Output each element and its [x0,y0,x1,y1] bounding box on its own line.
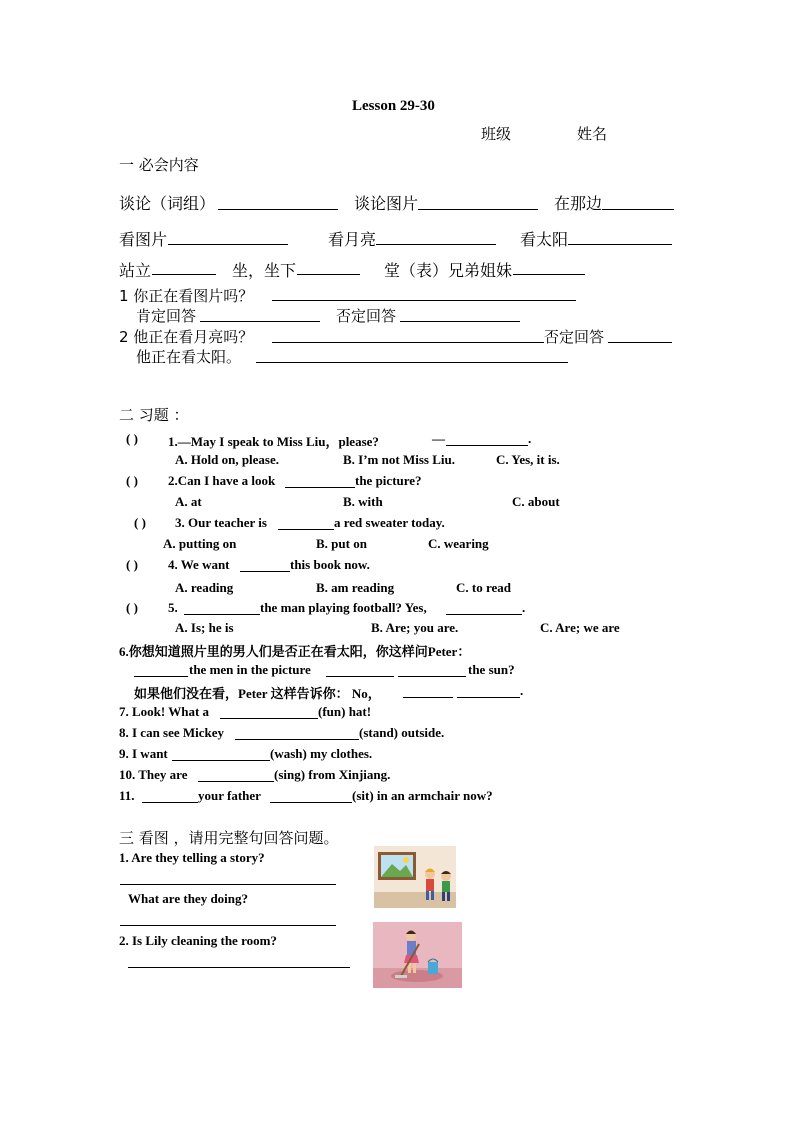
question-6-end: . [520,683,524,698]
answer-paren[interactable]: ( ) [134,515,146,530]
answer-line[interactable] [240,571,290,572]
section1-heading: 一 必会内容 [119,156,199,174]
answer-line[interactable] [272,342,544,343]
answer-line[interactable] [403,697,453,698]
answer-line[interactable] [272,300,576,301]
question-7-a: 7. Look! What a [119,704,210,719]
section1-q2: 2 他正在看月亮吗？ [119,328,254,346]
question-7-b: (fun) hat! [318,704,372,719]
answer-line[interactable] [297,274,360,275]
option-a[interactable]: A. at [175,494,202,509]
question-5-b: the man playing football? Yes, [260,600,427,615]
question-10-b: (sing) from Xinjiang. [274,767,391,782]
class-label: 班级 [481,125,512,143]
answer-line[interactable] [285,487,355,488]
answer-line[interactable] [172,760,270,761]
answer-line[interactable] [602,209,674,210]
answer-paren[interactable]: ( ) [126,431,138,446]
option-c[interactable]: C. Are; we are [540,620,620,635]
answer-line[interactable] [513,274,585,275]
question-2-a: 2.Can I have a look [168,473,276,488]
answer-line[interactable] [128,967,350,968]
question-1-end: . [528,431,532,446]
vocab-stand: 站立 [119,261,152,280]
question-5-a: 5. [168,600,178,615]
vocab-sit: 坐，坐下 [232,261,297,280]
question-1-dash: — [432,431,445,446]
name-label: 姓名 [577,125,608,143]
section1-q1-negative: 否定回答 [336,307,397,325]
option-b[interactable]: B. put on [316,536,367,551]
answer-line[interactable] [198,781,274,782]
section1-q1: 1 你正在看图片吗？ [119,287,254,305]
question-5-c: . [522,600,526,615]
question-6-prompt: 6.你想知道照片里的男人们是否正在看太阳，你这样问Peter： [119,644,471,659]
page-title: Lesson 29-30 [352,98,435,114]
answer-line[interactable] [398,676,466,677]
vocab-cousin: 堂（表）兄弟姐妹 [384,261,513,280]
answer-line[interactable] [120,884,336,885]
answer-line[interactable] [134,676,188,677]
question-8-b: (stand) outside. [359,725,445,740]
section3-q2: 2. Is Lily cleaning the room? [119,933,277,948]
question-6-answer-prompt: 如果他们没在看，Peter 这样告诉你： No， [134,686,381,701]
vocab-look-picture: 看图片 [119,230,168,249]
picture-kids-looking-at-painting [374,846,456,908]
vocab-over-there: 在那边 [554,194,603,213]
answer-line[interactable] [400,321,520,322]
question-10-a: 10. They are [119,767,188,782]
answer-line[interactable] [457,697,520,698]
vocab-look-moon: 看月亮 [328,230,377,249]
answer-line[interactable] [218,209,338,210]
answer-line[interactable] [376,244,496,245]
option-b[interactable]: B. I’m not Miss Liu. [343,452,455,467]
question-9-a: 9. I want [119,746,168,761]
section1-q3: 他正在看太阳。 [136,348,242,366]
answer-paren[interactable]: ( ) [126,600,138,615]
question-1: 1.—May I speak to Miss Liu，please? [168,434,379,449]
answer-line[interactable] [446,614,522,615]
question-11-c: (sit) in an armchair now? [352,788,493,803]
vocab-talk-about: 谈论（词组） [119,194,216,213]
option-b[interactable]: B. Are; you are. [371,620,459,635]
question-4-b: this book now. [290,557,370,572]
answer-line[interactable] [168,244,288,245]
answer-line[interactable] [256,362,568,363]
answer-line[interactable] [220,718,318,719]
section3-q1: 1. Are they telling a story? [119,850,265,865]
answer-line[interactable] [235,739,359,740]
option-a[interactable]: A. Is; he is [175,620,234,635]
option-b[interactable]: B. am reading [316,580,395,595]
section3-heading: 三 看图 ，请用完整句回答问题。 [119,829,339,847]
option-c[interactable]: C. Yes, it is. [496,452,560,467]
answer-line[interactable] [418,209,538,210]
section2-heading: 二 习题 ： [119,406,189,424]
question-6-text-b: the sun? [468,662,515,677]
option-a[interactable]: A. putting on [163,536,237,551]
answer-line[interactable] [326,676,394,677]
answer-paren[interactable]: ( ) [126,557,138,572]
answer-paren[interactable]: ( ) [126,473,138,488]
answer-line[interactable] [568,244,672,245]
option-b[interactable]: B. with [343,494,383,509]
option-a[interactable]: A. Hold on, please. [175,452,280,467]
question-6-text-a: the men in the picture [189,662,311,677]
question-9-b: (wash) my clothes. [270,746,373,761]
option-c[interactable]: C. wearing [428,536,489,551]
answer-line[interactable] [200,321,320,322]
question-3-a: 3. Our teacher is [175,515,267,530]
section3-q1b: What are they doing? [128,891,249,906]
option-c[interactable]: C. about [512,494,560,509]
question-8-a: 8. I can see Mickey [119,725,225,740]
vocab-look-sun: 看太阳 [520,230,569,249]
section1-q1-positive: 肯定回答 [136,307,197,325]
answer-line[interactable] [446,445,528,446]
answer-line[interactable] [152,274,216,275]
question-11-a: 11. [119,788,135,803]
option-a[interactable]: A. reading [175,580,234,595]
answer-line[interactable] [120,925,336,926]
question-2-b: the picture? [355,473,422,488]
question-4-a: 4. We want [168,557,230,572]
picture-girl-cleaning-room [373,922,462,988]
vocab-talk-picture: 谈论图片 [354,194,419,213]
question-11-b: your father [198,788,261,803]
answer-line[interactable] [278,529,334,530]
question-3-b: a red sweater today. [334,515,445,530]
answer-line[interactable] [270,802,352,803]
answer-line[interactable] [142,802,198,803]
section1-q2-negative: 否定回答 [544,328,605,346]
answer-line[interactable] [184,614,260,615]
option-c[interactable]: C. to read [456,580,512,595]
answer-line[interactable] [608,342,672,343]
